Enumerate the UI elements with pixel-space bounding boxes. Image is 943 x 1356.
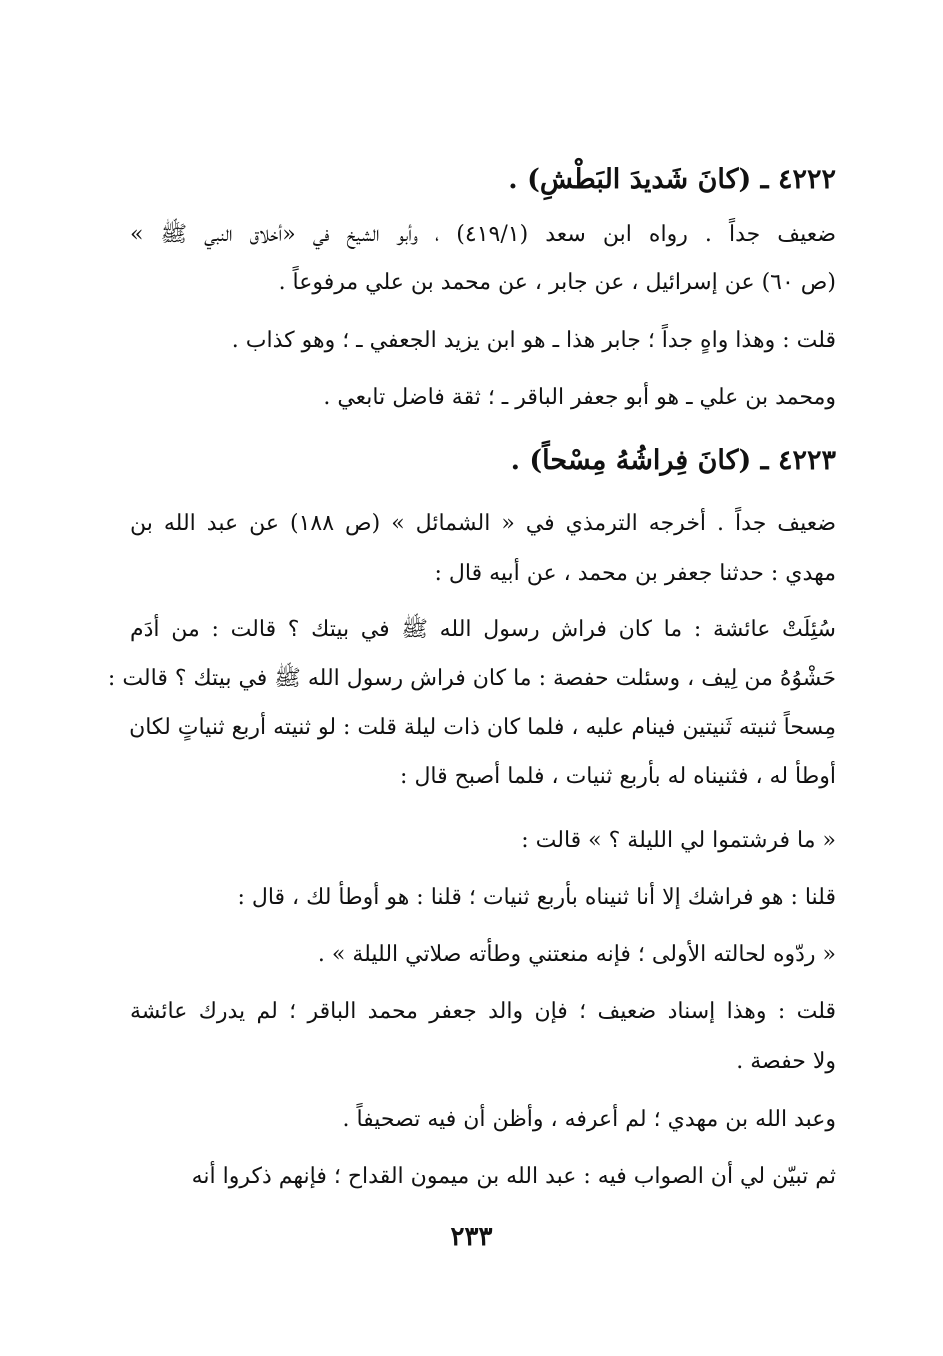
text-line: أوطأ له ، فثنيناه له بأربع ثنيات ، فلما أصبح قال : [400,764,836,789]
text-line: ضعيف جداً . أخرجه الترمذي في « الشمائل » (ص ١٨٨) عن عبد الله بن [130,511,836,536]
text-line: قلت : وهذا إسناد ضعيف ؛ فإن والد جعفر محمد الباقر ؛ لم يدرك عائشة [130,999,836,1024]
text-line: قلت : وهذا واهٍ جداً ؛ جابر هذا ـ هو ابن يزيد الجعفي ـ ؛ وهو كذاب . [231,328,836,353]
quote-line: « ردّوه لحالته الأولى ؛ فإنه منعتني وطأته صلاتي الليلة » . [317,942,836,967]
text-line: حَشْوُهُ من لِيف ، وسئلت حفصة : ما كان فراش رسول الله ﷺ في بيتك ؟ قالت : [107,666,836,691]
text-line: سُئِلَتْ عائشة : ما كان فراش رسول الله ﷺ في بيتك ؟ قالت : من أدَم [130,617,836,642]
text-line: وعبد الله بن مهدي ؛ لم أعرفه ، وأظن أن فيه تصحيفاً . [342,1107,836,1132]
text-line: مِسحاً ثنيته ثَنيتين فينام عليه ، فلما كان ذات ليلة قلت : لو ثنيته أربع ثنياتٍ لكان [129,715,836,740]
page-number: ٢٣٣ [450,1222,493,1252]
quote-line: « ما فرشتموا لي الليلة ؟ » قالت : [521,828,836,853]
hadith-heading-4223: ٤٢٢٣ ـ (كانَ فِراشُهُ مِسْحاً) . [510,445,836,476]
text-line: ثم تبيّن لي أن الصواب فيه : عبد الله بن ميمون القداح ؛ فإنهم ذكروا أنه [191,1164,836,1189]
hadith-heading-4222: ٤٢٢٢ ـ (كانَ شَديدَ البَطْشِ) . [508,164,836,195]
text-line: ولا حفصة . [736,1049,836,1074]
text-line: ومحمد بن علي ـ هو أبو جعفر الباقر ـ ؛ ثقة فاضل تابعي . [323,385,836,410]
text-line: ضعيف جداً . رواه ابن سعد (٤١٩/١) ، وأبو الشيخ في «أخلاق النبي ﷺ » [130,222,836,247]
text-line: (ص ٦٠) عن إسرائيل ، عن جابر ، عن محمد بن علي مرفوعاً . [278,270,836,295]
text-line: قلنا : هو فراشك إلا أنا ثنيناه بأربع ثنيات ؛ قلنا : هو أوطأ لك ، قال : [237,885,836,910]
text-line: مهدي : حدثنا جعفر بن محمد ، عن أبيه قال : [434,561,836,586]
